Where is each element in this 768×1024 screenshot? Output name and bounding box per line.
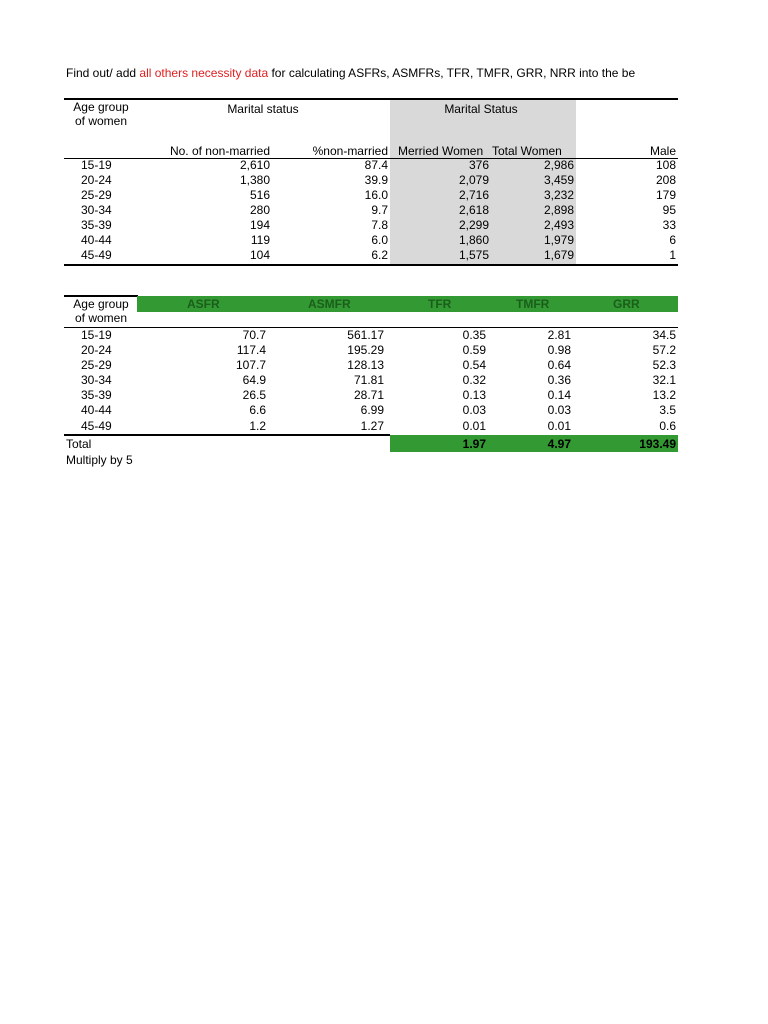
col-header-tfr: TFR: [428, 297, 452, 311]
tfr-cell: 0.35: [462, 328, 486, 342]
tfr-total: 1.97: [462, 437, 486, 451]
age-group-cell: 20-24: [81, 173, 112, 187]
table-row: [0, 388, 768, 403]
age-group-cell: 45-49: [81, 419, 112, 433]
non-married-count-cell: 516: [249, 188, 270, 202]
age-group-cell: 15-19: [81, 158, 112, 172]
non-married-percent-cell: 39.9: [364, 173, 388, 187]
multiply-note: Multiply by 5: [66, 453, 133, 467]
grr-cell: 13.2: [652, 388, 676, 402]
instruction-suffix: for calculating ASFRs, ASMFRs, TFR, TMFR, GRR, NRR into the be: [268, 66, 636, 80]
married-women-cell: 1,860: [458, 233, 489, 247]
non-married-count-cell: 280: [249, 203, 270, 217]
male-cell: 108: [655, 158, 676, 172]
male-cell: 33: [662, 218, 676, 232]
non-married-percent-cell: 7.8: [371, 218, 388, 232]
non-married-count-cell: 1,380: [239, 173, 270, 187]
tmfr-cell: 0.03: [547, 403, 571, 417]
table-row: [0, 248, 768, 263]
asmfr-cell: 28.71: [353, 388, 384, 402]
total-women-cell: 1,679: [543, 248, 574, 262]
marital-status-header-shaded: Marital Status: [444, 102, 518, 116]
table-row: [0, 403, 768, 418]
age-group-cell: 20-24: [81, 343, 112, 357]
table-row: [0, 328, 768, 343]
instruction-highlight: all others necessity data: [139, 66, 269, 80]
table1-top-border: [64, 98, 678, 100]
table-row: [0, 158, 768, 173]
total-women-cell: 3,459: [543, 173, 574, 187]
asfr-cell: 117.4: [236, 343, 266, 357]
table-row: [0, 203, 768, 218]
asfr-cell: 107.7: [235, 358, 266, 372]
male-cell: 95: [662, 203, 676, 217]
tfr-cell: 0.01: [462, 419, 486, 433]
col-header-asmfr: ASMFR: [308, 297, 351, 311]
col-header-total-women: Total Women: [492, 144, 562, 158]
age-group-cell: 35-39: [81, 388, 112, 402]
tfr-cell: 0.32: [462, 373, 486, 387]
col-header-married-women: Merried Women: [398, 144, 484, 158]
table-row: [0, 173, 768, 188]
grr-cell: 52.3: [652, 358, 676, 372]
age-group-header-line2: of women: [74, 311, 128, 325]
marital-status-header: Marital status: [227, 102, 299, 116]
male-cell: 208: [655, 173, 676, 187]
tmfr-cell: 0.98: [547, 343, 571, 357]
col-header-tmfr: TMFR: [516, 297, 550, 311]
age-group-cell: 40-44: [81, 403, 112, 417]
col-header-non-married-percent: %non-married: [312, 144, 388, 158]
married-women-cell: 2,618: [458, 203, 489, 217]
table-row: [0, 233, 768, 248]
non-married-count-cell: 194: [249, 218, 270, 232]
age-group-cell: 25-29: [81, 188, 112, 202]
grr-cell: 3.5: [659, 403, 676, 417]
age-group-header-line2: of women: [74, 114, 128, 128]
table-row: [0, 419, 768, 434]
non-married-percent-cell: 16.0: [364, 188, 388, 202]
table1-bottom-border: [64, 264, 678, 266]
male-cell: 6: [669, 233, 676, 247]
age-group-cell: 15-19: [81, 328, 112, 342]
grr-cell: 32.1: [652, 373, 676, 387]
male-cell: 1: [669, 248, 676, 262]
asmfr-cell: 1.27: [360, 419, 384, 433]
tmfr-cell: 0.14: [547, 388, 571, 402]
married-women-cell: 2,299: [458, 218, 489, 232]
total-women-cell: 2,493: [543, 218, 574, 232]
tfr-cell: 0.59: [462, 343, 486, 357]
total-women-cell: 2,986: [543, 158, 574, 172]
non-married-percent-cell: 9.7: [371, 203, 388, 217]
asfr-cell: 1.2: [249, 419, 266, 433]
total-women-cell: 1,979: [543, 233, 574, 247]
tmfr-cell: 0.36: [547, 373, 571, 387]
age-group-cell: 30-34: [81, 373, 112, 387]
age-group-cell: 40-44: [81, 233, 112, 247]
table-row: [0, 358, 768, 373]
tmfr-total: 4.97: [547, 437, 571, 451]
age-group-cell: 25-29: [81, 358, 112, 372]
asmfr-cell: 128.13: [347, 358, 384, 372]
total-women-cell: 3,232: [543, 188, 574, 202]
grr-total: 193.49: [639, 437, 676, 451]
asfr-cell: 70.7: [242, 328, 266, 342]
age-group-cell: 30-34: [81, 203, 112, 217]
tfr-cell: 0.54: [462, 358, 486, 372]
tmfr-cell: 0.64: [547, 358, 571, 372]
grr-cell: 57.2: [652, 343, 676, 357]
col-header-grr: GRR: [613, 297, 640, 311]
tfr-cell: 0.13: [462, 388, 486, 402]
tfr-cell: 0.03: [462, 403, 486, 417]
non-married-count-cell: 104: [249, 248, 270, 262]
instruction-prefix: Find out/ add: [66, 66, 140, 80]
col-header-non-married-count: No. of non-married: [169, 144, 270, 158]
asfr-cell: 26.5: [242, 388, 266, 402]
age-group-header-line1: Age group: [73, 100, 129, 114]
table-row: [0, 343, 768, 358]
tmfr-cell: 0.01: [547, 419, 571, 433]
non-married-percent-cell: 87.4: [364, 158, 388, 172]
non-married-percent-cell: 6.0: [371, 233, 388, 247]
table-row: [0, 188, 768, 203]
male-cell: 179: [655, 188, 676, 202]
age-group-cell: 45-49: [81, 248, 112, 262]
asfr-cell: 6.6: [249, 403, 266, 417]
asmfr-cell: 561.17: [347, 328, 384, 342]
asmfr-cell: 71.81: [353, 373, 384, 387]
table-row: [0, 218, 768, 233]
total-women-cell: 2,898: [543, 203, 574, 217]
table-row: [0, 373, 768, 388]
tmfr-cell: 2.81: [547, 328, 571, 342]
non-married-count-cell: 119: [250, 233, 270, 247]
col-header-male: Male: [649, 144, 676, 158]
asmfr-cell: 195.29: [347, 343, 384, 357]
instruction-text: [66, 66, 635, 80]
asmfr-cell: 6.99: [360, 403, 384, 417]
grr-cell: 34.5: [652, 328, 676, 342]
table2-bottom-border: [64, 434, 390, 436]
married-women-cell: 2,716: [458, 188, 489, 202]
non-married-count-cell: 2,610: [239, 158, 270, 172]
married-women-cell: 376: [468, 158, 489, 172]
married-women-cell: 1,575: [458, 248, 489, 262]
total-label: Total: [66, 437, 92, 451]
col-header-asfr: ASFR: [187, 297, 220, 311]
married-women-cell: 2,079: [458, 173, 489, 187]
age-group-header-line1: Age group: [73, 297, 129, 311]
non-married-percent-cell: 6.2: [371, 248, 388, 262]
age-group-cell: 35-39: [81, 218, 112, 232]
asfr-cell: 64.9: [242, 373, 266, 387]
grr-cell: 0.6: [659, 419, 676, 433]
